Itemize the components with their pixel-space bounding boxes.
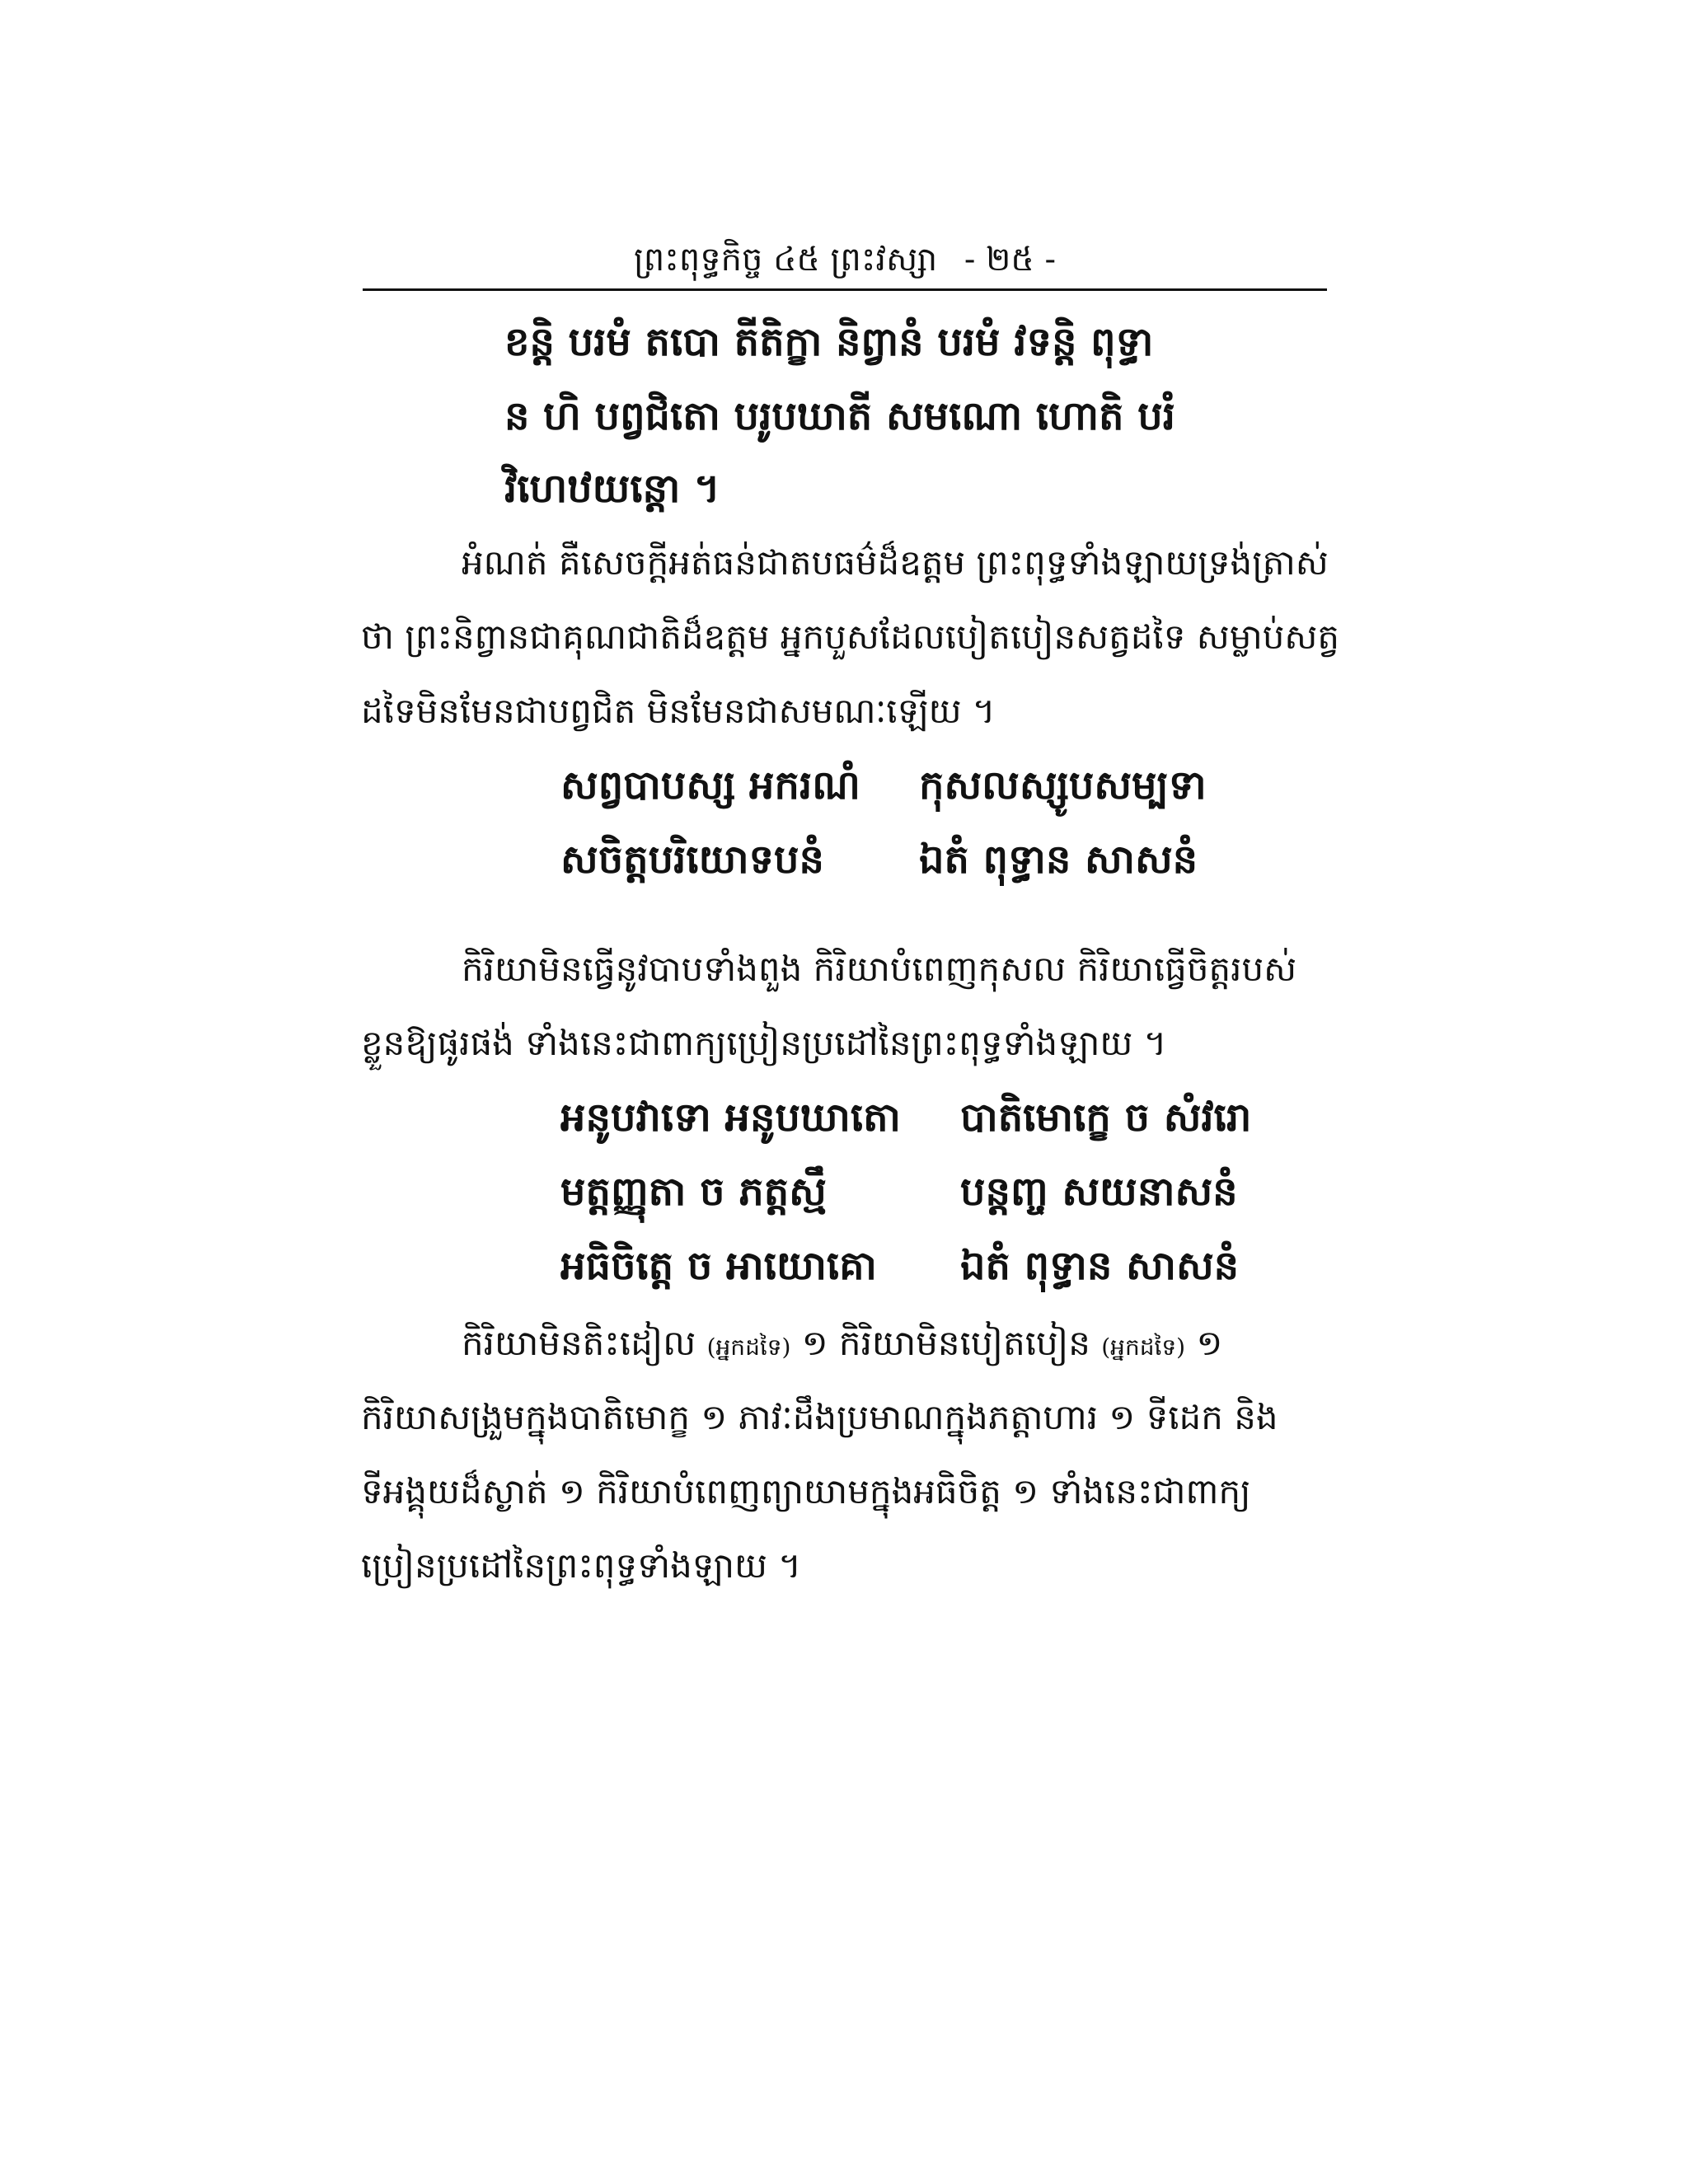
verse-right: កុសលស្សូបសម្បទា [919,762,1207,808]
paragraph-text: ១ [1196,1323,1223,1363]
parenthetical-note: (អ្នកដទៃ) [1101,1333,1186,1361]
paragraph-text: កិរិយាមិនតិះដៀល [462,1323,696,1363]
verse-left: មត្តញ្ញុតា ច ភត្តស្មឹ [560,1169,827,1215]
paragraph-line: កិរិយាមិនធ្វើនូវបាបទាំងពួង កិរិយាបំពេញកុសល កិរិយាធ្វើចិត្តរបស់ [462,949,1297,989]
verse-right: ឯតំ ពុទ្ធាន សាសនំ [960,1243,1240,1289]
verse-line: វិហេឋយន្តោ ។ [504,466,720,512]
verse-right: ឯតំ ពុទ្ធាន សាសនំ [919,837,1198,883]
paragraph-text: ១ កិរិយាមិនបៀតបៀន [801,1323,1090,1363]
running-header [363,233,1327,286]
paragraph-line: ប្រៀនប្រដៅនៃព្រះពុទ្ធទាំងឡាយ ។ [361,1545,802,1586]
verse-left: សព្វបាបស្ស អករណំ [560,762,860,808]
paragraph-line: ទីអង្គុយដ៏ស្ងាត់ ១ កិរិយាបំពេញព្យាយាមក្នុងអធិចិត្ត ១ ទាំងនេះជាពាក្យ [361,1471,1251,1511]
verse-left: សចិត្តបរិយោទបនំ [560,837,824,883]
paragraph-line: កិរិយាសង្រួមក្នុងបាតិមោក្ខ ១ ភាវៈដឹងប្រមាណក្នុងភត្តាហារ ១ ទីដេក និង [361,1397,1278,1437]
page-number: - ២៥ - [964,241,1056,279]
paragraph-line [462,1310,1222,1376]
paragraph-line: ដទៃមិនមែនជាបព្វជិត មិនមែនជាសមណៈឡើយ ។ [361,691,996,731]
parenthetical-note: (អ្នកដទៃ) [706,1333,791,1361]
verse-line: ន ហិ បព្វជិតោ បរូបឃាតី សមណោ ហោតិ បរំ [504,393,1175,439]
verse-right: បាតិមោក្ខេ ច សំវរោ [960,1094,1252,1141]
verse-left: អធិចិត្តេ ច អាយោគោ [560,1243,877,1289]
paragraph-line: ខ្លួនឱ្យផូរផង់ ទាំងនេះជាពាក្យប្រៀនប្រដៅនៃព្រះពុទ្ធទាំងឡាយ ។ [361,1023,1167,1063]
verse-left: អនូបវាទោ អនូបឃាតោ [560,1094,901,1141]
paragraph-line: អំណត់ គឺសេចក្តីអត់ធន់ជាតបធម៌ដ៏ឧត្តម ព្រះពុទ្ធទាំងឡាយទ្រង់ត្រាស់ [462,542,1329,583]
verse-right: បន្តញ្ច សយនាសនំ [960,1169,1238,1215]
header-rule [363,288,1327,291]
book-title: ព្រះពុទ្ធកិច្ច ៤៥ ព្រះវស្សា [634,241,938,279]
paragraph-line: ថា ព្រះនិព្វានជាគុណជាតិដ៏ឧត្តម អ្នកបួសដែលបៀតបៀនសត្វដទៃ សម្លាប់សត្វ [361,616,1340,657]
verse-line: ខន្តិ បរមំ តបោ តីតិក្ខា និព្វានំ បរមំ វទន្តិ ពុទ្ធា [504,319,1154,365]
